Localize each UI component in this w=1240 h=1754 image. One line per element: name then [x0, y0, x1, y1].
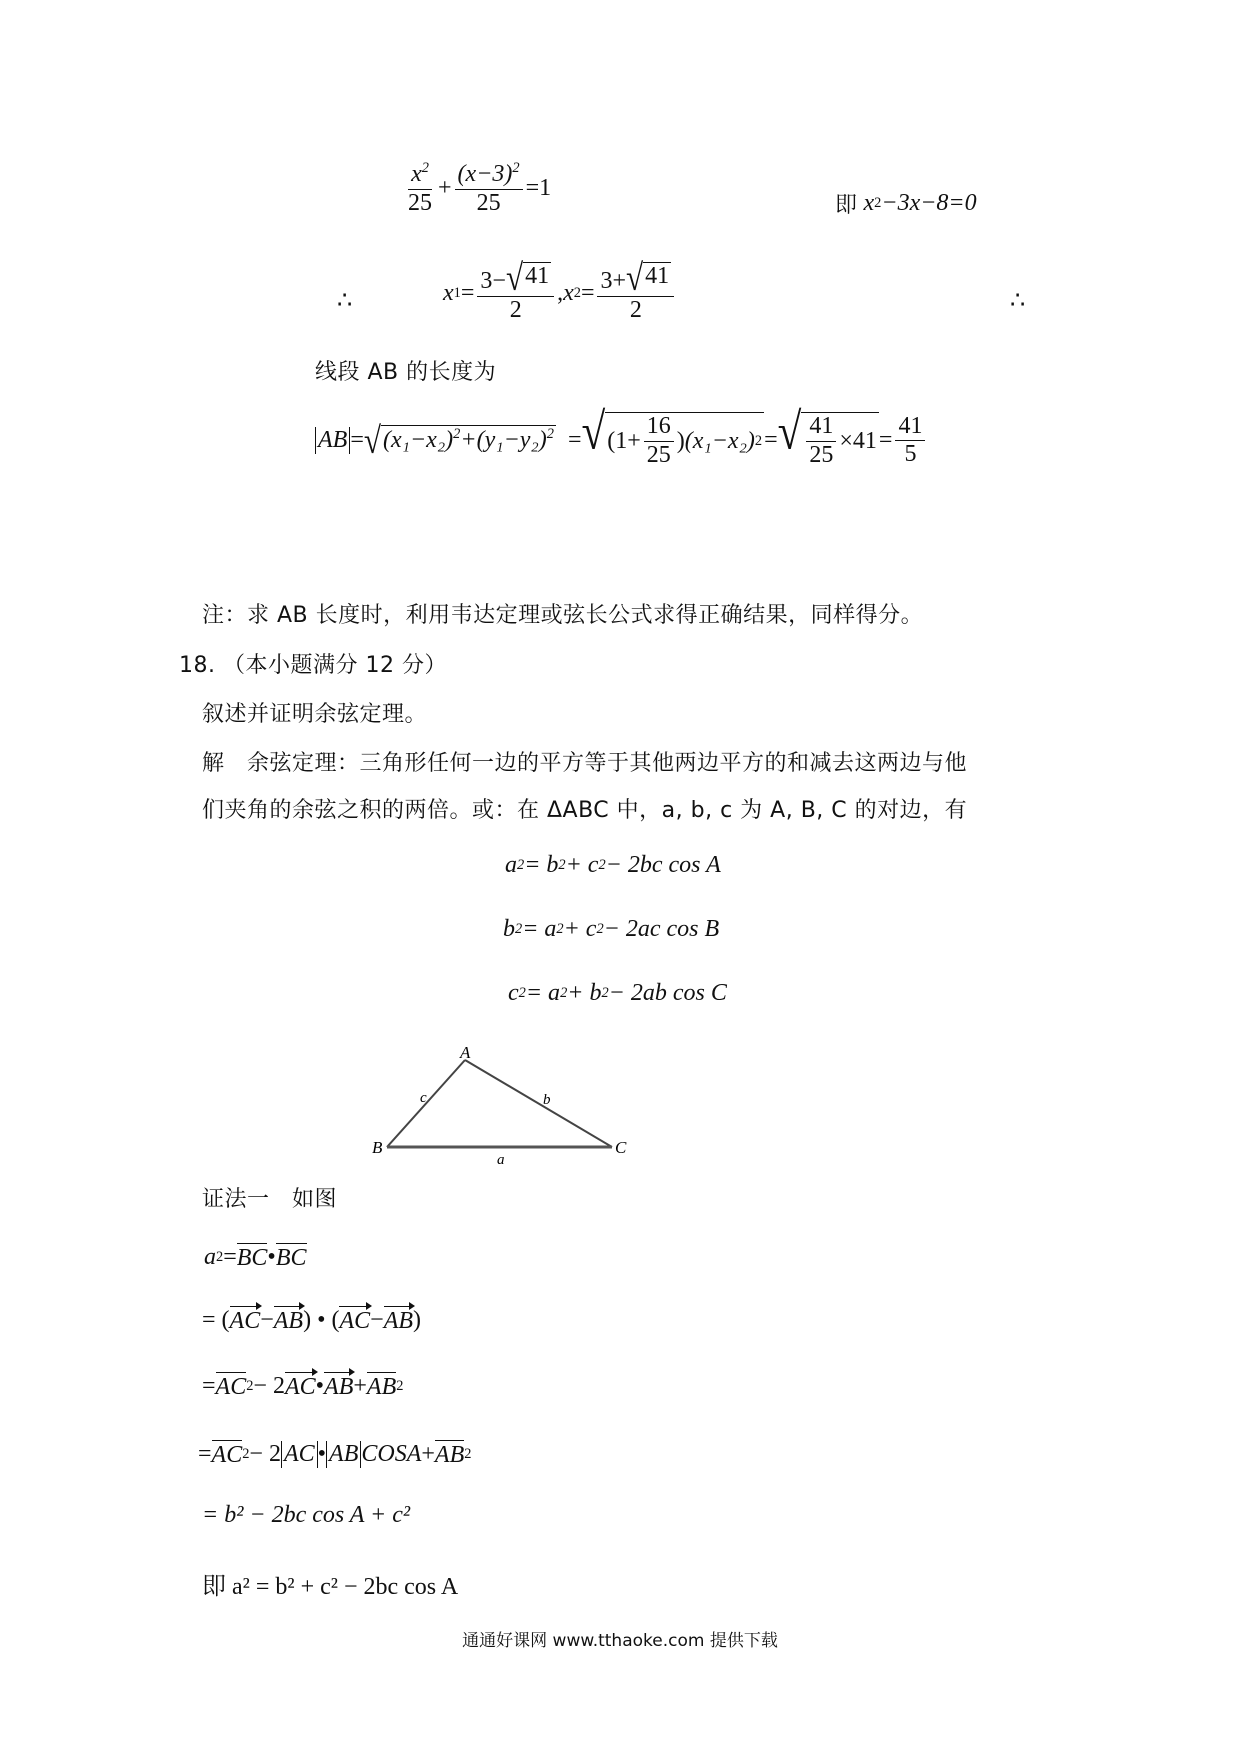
scoring-note: 注：求 AB 长度时，利用韦达定理或弦长公式求得正确结果，同样得分。: [202, 603, 924, 628]
vertex-c-label: C: [615, 1138, 627, 1157]
answer-line-1: 解 余弦定理：三角形任何一边的平方等于其他两边平方的和减去这两边与他: [202, 751, 968, 776]
problem-18-prompt: 叙述并证明余弦定理。: [202, 702, 428, 727]
proof-line-1: a 2 = BC • BC: [204, 1243, 307, 1271]
side-b: [465, 1060, 612, 1147]
side-b-label: b: [543, 1092, 551, 1108]
law-of-cosines-a: a 2 = b 2 + c 2 − 2bc cos A: [505, 852, 721, 878]
answer-line-2: 们夹角的余弦之积的两倍。或：在 ΔABC 中，a, b, c 为 A, B, C 的对边，有: [202, 798, 968, 823]
proof-line-2: = ( AC − AB ) • ( AC − AB ): [202, 1306, 422, 1334]
ellipse-equation: $\frac{x^2}{25}$ + $\frac{(x-3)^2}{25}$ =1: [408, 160, 552, 216]
proof-conclusion: 即 a² = b² + c² − 2bc cos A: [202, 1574, 459, 1600]
problem-18-header: 18. （本小题满分 12 分）: [179, 653, 447, 678]
proof-line-3: = AC 2 − 2 AC • AB + AB 2: [202, 1372, 404, 1400]
side-a-label: a: [497, 1152, 505, 1168]
therefore-symbol: ∴: [337, 288, 353, 314]
law-of-cosines-b: b 2 = a 2 + c 2 − 2ac cos B: [503, 916, 720, 942]
ab-length-formula: AB = √ $(x_1-x_2)^2+(y_1-y_2)^2$ = √ (1+ $\frac{16}{25}$ ) (x₁−x₂) 2 = √ $\frac{41}{25}$ ×41 = $\frac{41}{5}$: [315, 412, 928, 469]
triangle-figure: [360, 1040, 660, 1170]
vertex-a-label: A: [460, 1043, 471, 1062]
footer-source: 通通好课网 www.tthaoke.com 提供下载: [462, 1631, 778, 1651]
vertex-b-label: B: [372, 1138, 383, 1157]
proof-line-5: = b² − 2bc cos A + c²: [202, 1502, 411, 1528]
law-of-cosines-c: c 2 = a 2 + b 2 − 2ab cos C: [508, 980, 727, 1006]
side-c-label: c: [420, 1090, 427, 1106]
roots-equation: x 1 = 3− √ 41 2 , x 2 = 3+ √ 41 2: [443, 262, 677, 324]
therefore-symbol-right: ∴: [1010, 288, 1026, 314]
quadratic-equation: 即 x 2 −3x−8=0: [835, 190, 977, 218]
proof-title: 证法一 如图: [202, 1187, 338, 1212]
ab-length-intro: 线段 AB 的长度为: [315, 360, 497, 385]
proof-line-4: = AC 2 − 2 AC • AB COSA + AB 2: [198, 1440, 472, 1468]
